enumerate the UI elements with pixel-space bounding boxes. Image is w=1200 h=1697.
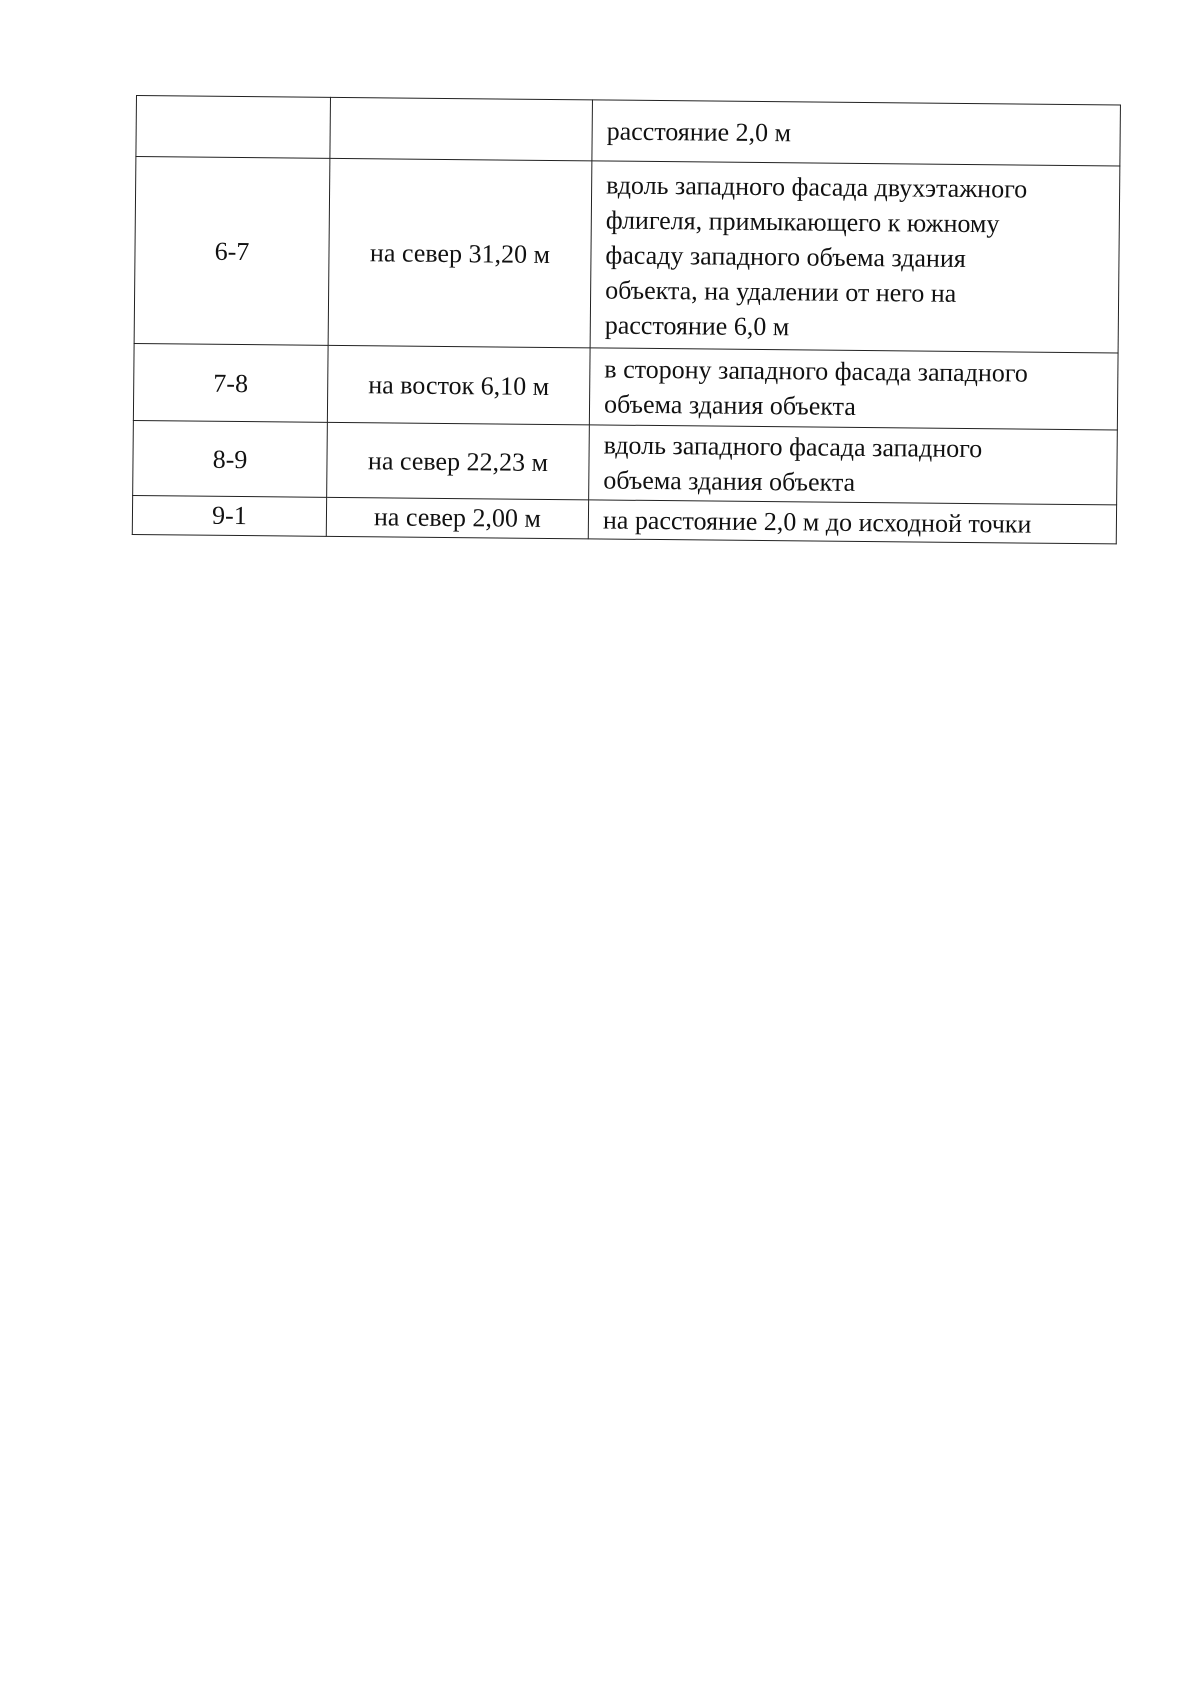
description-line: объема здания объекта xyxy=(603,465,856,497)
segment-cell: 7-8 xyxy=(133,343,328,422)
direction-cell xyxy=(330,97,593,161)
description-cell xyxy=(590,161,1120,353)
direction-cell: на восток 6,10 м xyxy=(327,345,590,425)
description-line: вдоль западного фасада западного xyxy=(603,430,983,464)
description-line: на расстояние 2,0 м до исходной точки xyxy=(602,505,1032,539)
table-row xyxy=(132,495,1116,543)
table-row xyxy=(133,420,1118,504)
description-cell xyxy=(589,348,1118,430)
description-cell xyxy=(589,425,1118,505)
description-line: объекта, на удалении от него на xyxy=(605,275,957,308)
description-line: флигеля, примыкающего к южному xyxy=(605,205,1000,238)
segment-cell: 8-9 xyxy=(133,420,328,497)
table-row xyxy=(136,96,1121,166)
description-line: расстояние 6,0 м xyxy=(604,310,790,341)
direction-cell: на север 31,20 м xyxy=(328,158,592,348)
description-cell xyxy=(592,100,1121,166)
table-row xyxy=(134,157,1120,353)
description-line: объема здания объекта xyxy=(603,389,856,421)
boundary-description-table xyxy=(132,95,1121,544)
segment-cell: 6-7 xyxy=(134,157,330,346)
description-cell xyxy=(588,500,1116,544)
description-line: в сторону западного фасада западного xyxy=(604,354,1028,388)
description-line: фасаду западного объема здания xyxy=(605,240,966,273)
description-line: вдоль западного фасада двухэтажного xyxy=(606,170,1028,204)
direction-cell: на север 22,23 м xyxy=(327,422,590,500)
segment-cell xyxy=(136,96,331,159)
description-line: расстояние 2,0 м xyxy=(606,116,792,147)
table-row xyxy=(133,343,1118,429)
segment-cell: 9-1 xyxy=(132,495,326,536)
direction-cell: на север 2,00 м xyxy=(326,497,588,539)
